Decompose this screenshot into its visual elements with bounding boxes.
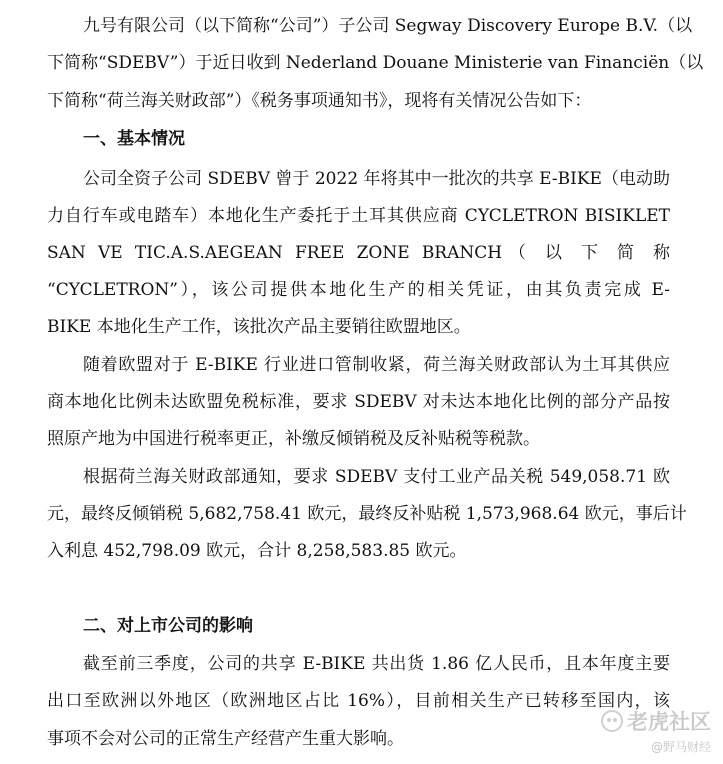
s1-p3-line-3: 入利息 452,798.09 欧元，合计 8,258,583.85 欧元。 [47, 541, 467, 561]
s1-p3-line-1: 根据荷兰海关财政部通知，要求 SDEBV 支付工业产品关税 549,058.71 欧 [83, 467, 670, 487]
s1-p2-line-3: 照原产地为中国进行税率更正，补缴反倾销税及反补贴税等税款。 [47, 429, 540, 449]
watermark-primary [601, 706, 711, 736]
watermark-secondary: @野马财经 [650, 740, 711, 754]
watermark-primary-text: 老虎社区 [627, 710, 711, 734]
s1-p1-line-3: SAN VE TIC.A.S.AEGEAN FREE ZONE BRANCH（ 以 下 简 称 [47, 243, 670, 263]
s1-p2-line-1: 随着欧盟对于 E-BIKE 行业进口管制收紧，荷兰海关财政部认为土耳其供应 [83, 355, 670, 375]
s2-p1-line-3: 事项不会对公司的正常生产经营产生重大影响。 [47, 729, 404, 749]
tiger-logo-icon [601, 710, 623, 732]
s1-p1-line-2: 力自行车或电踏车）本地化生产委托于土耳其供应商 CYCLETRON BISIKLET [47, 206, 670, 226]
s1-p3-line-2: 元，最终反倾销税 5,682,758.41 欧元，最终反补贴税 1,573,968.64 欧元，事后计 [47, 504, 687, 524]
section-1-heading: 一、基本情况 [83, 129, 185, 149]
s1-p1-line-5: BIKE 本地化生产工作，该批次产品主要销往欧盟地区。 [47, 317, 471, 337]
section-2-heading: 二、对上市公司的影响 [83, 616, 253, 636]
s2-p1-line-1: 截至前三季度，公司的共享 E-BIKE 共出货 1.86 亿人民币，且本年度主要 [83, 654, 670, 674]
s2-p1-line-2: 出口至欧洲以外地区（欧洲地区占比 16%），目前相关生产已转移至国内，该 [47, 691, 670, 711]
s1-p2-line-2: 商本地化比例未达欧盟免税标准，要求 SDEBV 对未达本地化比例的部分产品按 [47, 392, 670, 412]
s1-p1-line-1: 公司全资子公司 SDEBV 曾于 2022 年将其中一批次的共享 E-BIKE（电动助 [83, 169, 670, 189]
intro-line-1: 九号有限公司（以下简称“公司”）子公司 Segway Discovery Europe B.V.（以 [83, 16, 693, 36]
s1-p1-line-4: “CYCLETRON”），该公司提供本地化生产的相关凭证，由其负责完成 E- [47, 280, 670, 300]
intro-line-3: 下简称“荷兰海关财政部”）《税务事项通知书》，现将有关情况公告如下： [47, 91, 592, 111]
intro-line-2: 下简称“SDEBV”）于近日收到 Nederland Douane Ministerie van Financiën（以 [47, 53, 704, 73]
